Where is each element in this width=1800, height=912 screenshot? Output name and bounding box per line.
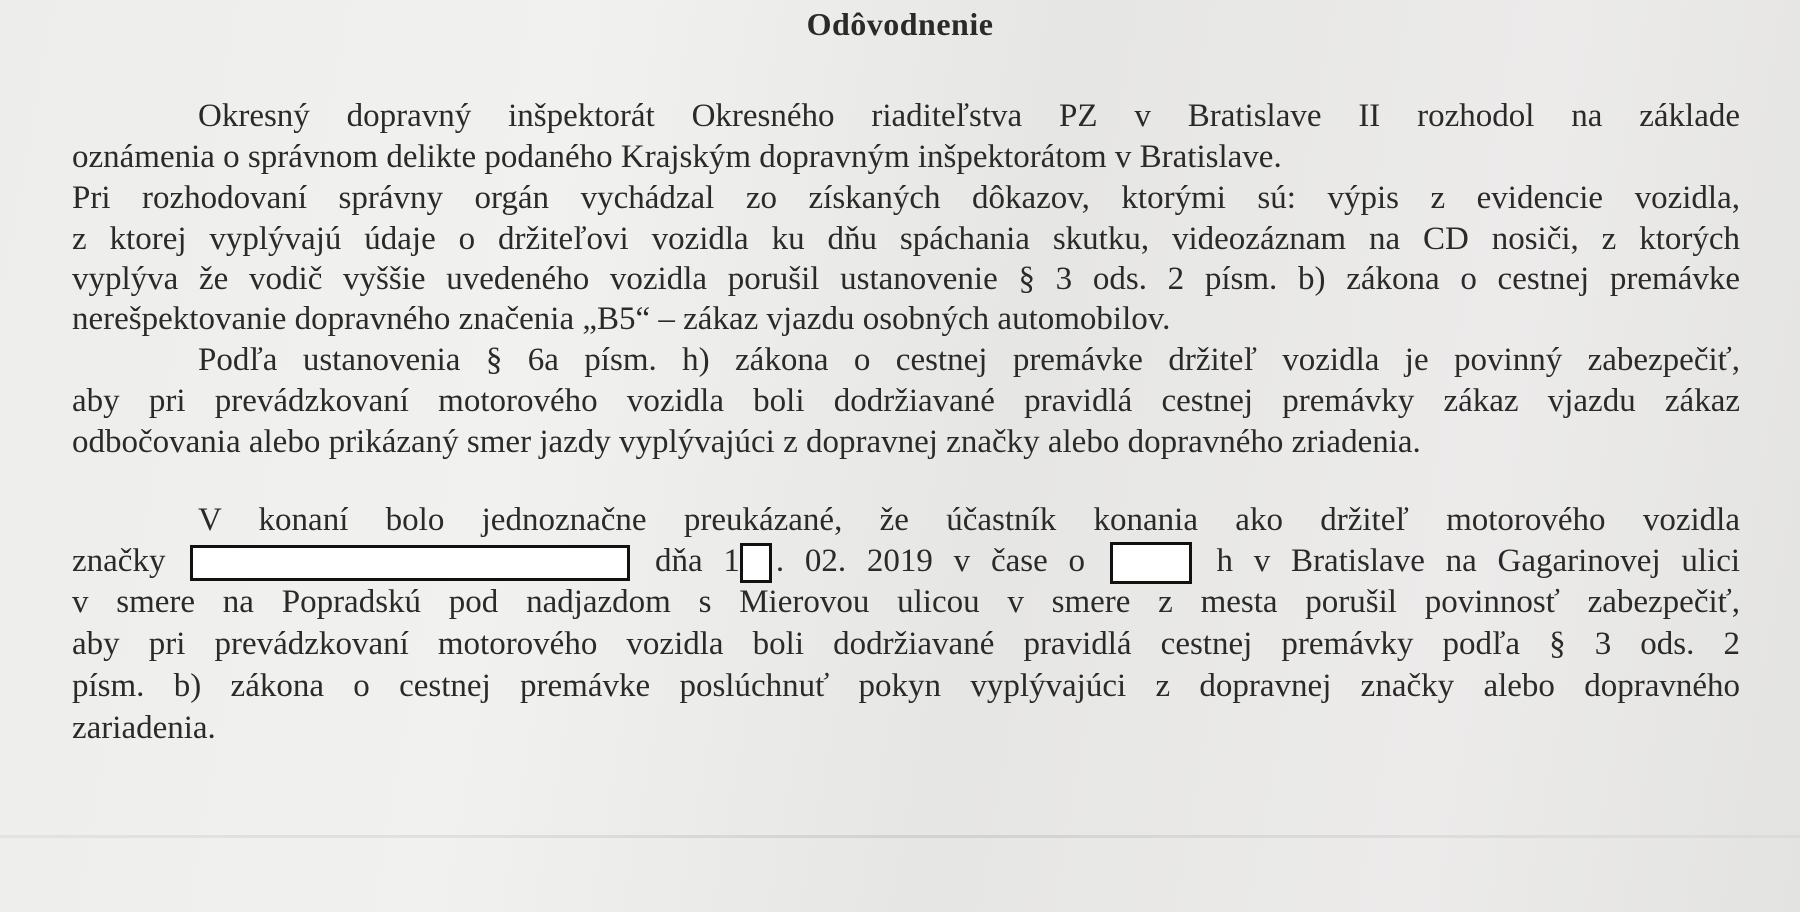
paragraph-line: odbočovania alebo prikázaný smer jazdy vyplývajúci z dopravnej značky alebo dopravného zriadenia. xyxy=(72,424,1421,460)
paragraph-line: písm. b) zákona o cestnej premávke poslúchnuť pokyn vyplývajúci z dopravnej značky alebo dopravného xyxy=(72,668,1740,704)
paragraph-line: aby pri prevádzkovaní motorového vozidla boli dodržiavané pravidlá cestnej premávky zákaz vjazdu zákaz xyxy=(72,383,1740,419)
paragraph-line: z ktorej vyplývajú údaje o držiteľovi vozidla ku dňu spáchania skutku, videozáznam na CD nosiči, z ktorých xyxy=(72,221,1740,257)
text-segment: h v Bratislave na Gagarinovej ulici xyxy=(1216,543,1741,579)
paper-fold xyxy=(0,835,1800,838)
text-segment: značky xyxy=(72,543,166,579)
text-segment: dňa 1 xyxy=(654,543,740,579)
redaction-box-plate xyxy=(190,545,630,581)
paragraph-line: zariadenia. xyxy=(72,710,216,746)
paragraph-line: Pri rozhodovaní správny orgán vychádzal zo získaných dôkazov, ktorými sú: výpis z evidencie vozidla, xyxy=(72,180,1740,216)
paragraph-line: vyplýva že vodič vyššie uvedeného vozidla porušil ustanovenie § 3 ods. 2 písm. b) zákona o cestnej premávke xyxy=(72,261,1740,297)
redaction-box-time xyxy=(1110,542,1192,584)
paragraph-line: oznámenia o správnom delikte podaného Krajským dopravným inšpektorátom v Bratislave. xyxy=(72,139,1282,175)
paragraph-line: V konaní bolo jednoznačne preukázané, že účastník konania ako držiteľ motorového vozidla xyxy=(198,502,1740,538)
paragraph-line: aby pri prevádzkovaní motorového vozidla boli dodržiavané pravidlá cestnej premávky podľa § 3 ods. 2 xyxy=(72,626,1740,662)
paragraph-line: nerešpektovanie dopravného značenia „B5“ – zákaz vjazdu osobných automobilov. xyxy=(72,301,1171,337)
redaction-box-day xyxy=(740,543,772,583)
text-segment: . 02. 2019 v čase o xyxy=(775,543,1085,579)
paragraph-line: Okresný dopravný inšpektorát Okresného riaditeľstva PZ v Bratislave II rozhodol na základe xyxy=(198,98,1740,134)
paragraph-line: v smere na Popradskú pod nadjazdom s Mierovou ulicou v smere z mesta porušil povinnosť zabezpečiť, xyxy=(72,584,1740,620)
document-title: Odôvodnenie xyxy=(806,6,994,42)
paragraph-line: Podľa ustanovenia § 6a písm. h) zákona o cestnej premávke držiteľ vozidla je povinný zabezpečiť, xyxy=(198,342,1740,378)
paragraph-line-redacted xyxy=(72,541,1740,584)
